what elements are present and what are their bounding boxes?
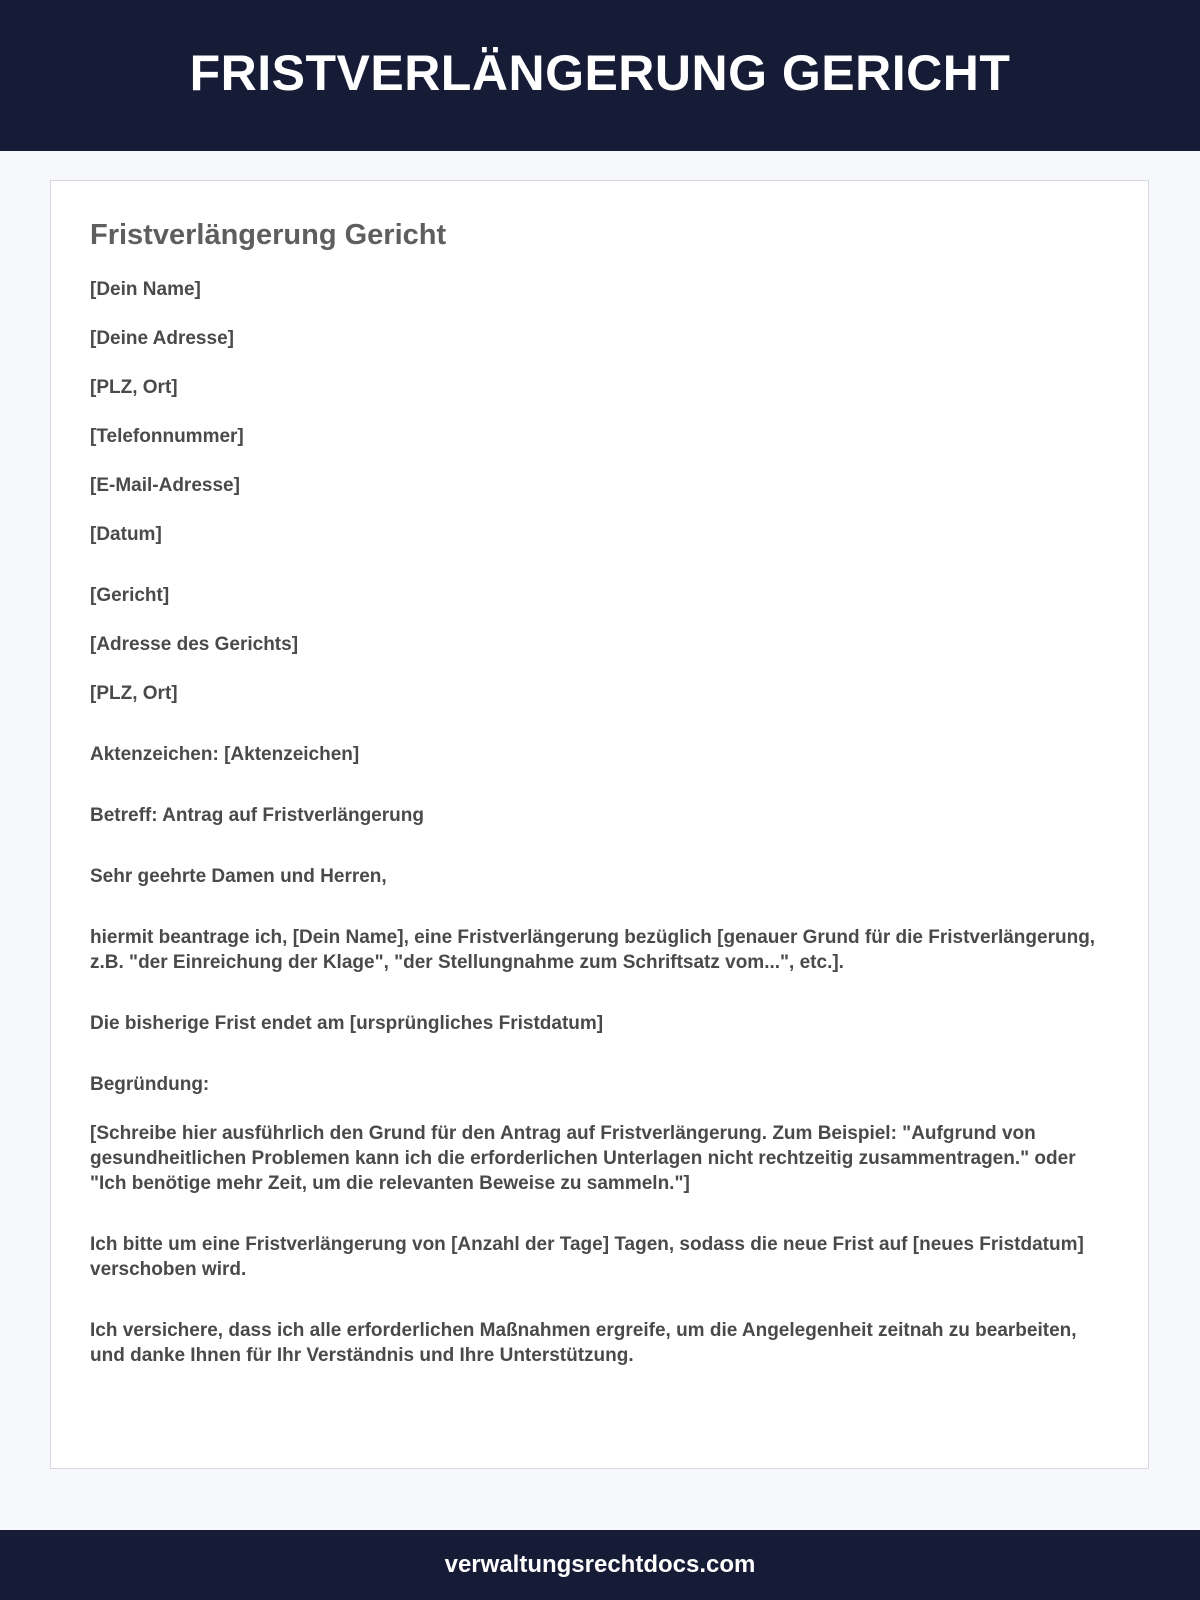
sender-address: [Deine Adresse] [90, 328, 234, 349]
salutation: Sehr geehrte Damen und Herren, [90, 866, 387, 887]
body-paragraph-justification: [Schreibe hier ausführlich den Grund für den Antrag auf Fristverlängerung. Zum Beispiel: "Aufgrund von gesundheitlichen Problemen kann ich die erforderlichen Unterlagen nicht rechtzeitig zusammentragen." oder "Ich benötige mehr Zeit, um die relevanten Beweise zu sammeln."] [90, 1123, 1076, 1194]
body-paragraph-request: hiermit beantrage ich, [Dein Name], eine Fristverlängerung bezüglich [genauer Grund für die Fristverlängerung, z.B. "der Einreichung der Klage", "der Stellungnahme zum Schriftsatz vom...", etc.]. [90, 927, 1096, 973]
body-paragraph-extension: Ich bitte um eine Fristverlängerung von [Anzahl der Tage] Tagen, sodass die neue Frist auf [neues Fristdatum] verschoben wird. [90, 1234, 1084, 1280]
recipient-court: [Gericht] [90, 585, 170, 606]
page-title: FRISTVERLÄNGERUNG GERICHT [189, 44, 1011, 101]
file-number: Aktenzeichen: [Aktenzeichen] [90, 744, 360, 765]
recipient-city: [PLZ, Ort] [90, 683, 178, 704]
document-title: Fristverlängerung Gericht [90, 219, 447, 251]
body-paragraph-closing: Ich versichere, dass ich alle erforderlichen Maßnahmen ergreife, um die Angelegenheit zeitnah zu bearbeiten, und danke Ihnen für Ihr Verständnis und Ihre Unterstützung. [90, 1320, 1077, 1366]
sender-email: [E-Mail-Adresse] [90, 475, 240, 496]
letter-card [50, 180, 1149, 1469]
footer-domain: verwaltungsrechtdocs.com [444, 1551, 756, 1578]
letter-date: [Datum] [90, 524, 162, 545]
subject-line: Betreff: Antrag auf Fristverlängerung [90, 805, 424, 826]
recipient-address: [Adresse des Gerichts] [90, 634, 299, 655]
justification-heading: Begründung: [90, 1074, 210, 1095]
sender-city: [PLZ, Ort] [90, 377, 178, 398]
page-header [0, 0, 1200, 151]
page-footer [0, 1530, 1200, 1600]
sender-phone: [Telefonnummer] [90, 426, 244, 447]
body-paragraph-deadline: Die bisherige Frist endet am [ursprüngliches Fristdatum] [90, 1013, 604, 1034]
sender-name: [Dein Name] [90, 279, 201, 300]
